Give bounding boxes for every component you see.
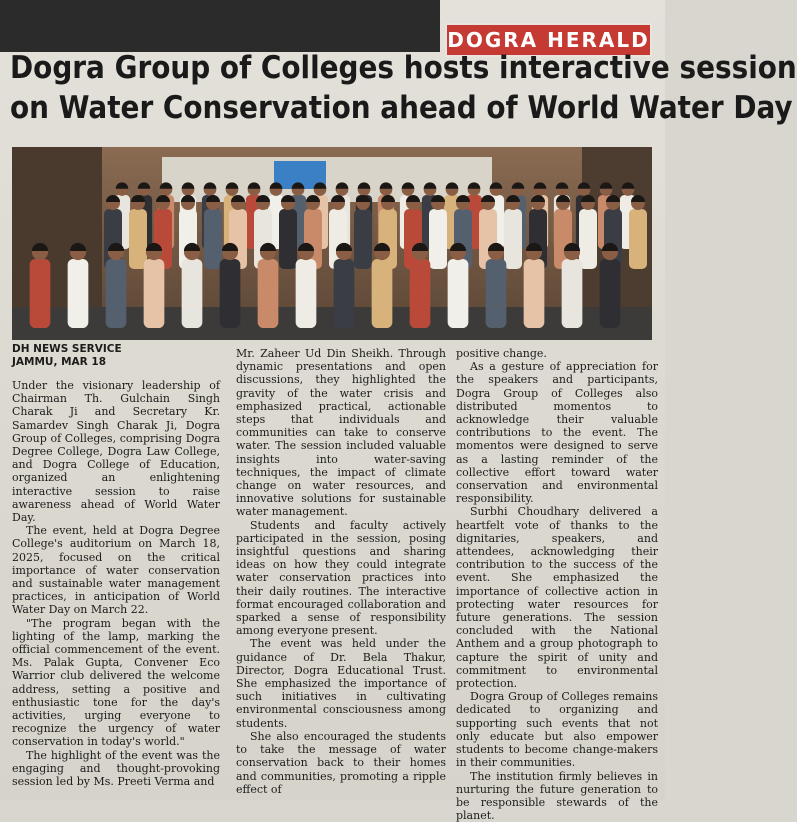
person-body	[296, 259, 317, 328]
news-service: DH NEWS SERVICE	[12, 343, 122, 356]
person-body	[106, 259, 127, 328]
byline	[12, 343, 122, 369]
person-body	[429, 209, 447, 269]
headline-line-1: Dogra Group of Colleges hosts interactive session	[10, 48, 658, 88]
headline-line-2: on Water Conservation ahead of World Water Day	[10, 88, 658, 128]
paragraph: Under the visionary leadership of Chairman Th. Gulchain Singh Charak Ji and Secretary Kr. Samardev Singh Charak Ji, Dogra Group of Colleges, comprising Dogra Degree College, Dogra Law College, and Dogra College of Education, organized an enlightening interactive session to raise awareness ahead of World Water Day.	[12, 379, 220, 524]
person-body	[354, 209, 372, 269]
person-body	[629, 209, 647, 269]
paragraph: Dogra Group of Colleges remains dedicated to organizing and supporting such events that not only educate but also empower students to become change-makers in their communities.	[456, 690, 658, 769]
paragraph: The event was held under the guidance of Dr. Bela Thakur, Director, Dogra Educational Trust. She emphasized the importance of such initiatives in cultivating environmental consciousness among students.	[236, 637, 446, 729]
person-body	[258, 259, 279, 328]
person-body	[579, 209, 597, 269]
paragraph: The highlight of the event was the engaging and thought-provoking session led by Ms. Preeti Verma and	[12, 749, 220, 789]
person-body	[334, 259, 355, 328]
paragraph: The event, held at Dogra Degree College's auditorium on March 18, 2025, focused on the critical importance of water conservation and sustainable water management practices, in anticipation of World Water Day on March 22.	[12, 524, 220, 616]
paragraph: Students and faculty actively participated in the session, posing insightful questions and sharing ideas on how they could integrate water conservation practices into their daily routines. The interactive format encouraged collaboration and sparked a sense of responsibility among everyone present.	[236, 519, 446, 638]
paragraph: As a gesture of appreciation for the speakers and participants, Dogra Group of Colleges also distributed momentos to acknowledge their valuable contributions to the event. The momentos were designed to serve as a lasting reminder of the collective effort toward water conservation and environmental responsibility.	[456, 360, 658, 505]
person-body	[448, 259, 469, 328]
paragraph: Surbhi Choudhary delivered a heartfelt vote of thanks to the dignitaries, speakers, and attendees, acknowledging their contribution to the success of the event. She emphasized the importance of collective action in protecting water resources for future generations. The session concluded with the National Anthem and a group photograph to capture the spirit of unity and commitment to environmental protection.	[456, 505, 658, 690]
article-column-1	[12, 379, 220, 788]
paragraph: Mr. Zaheer Ud Din Sheikh. Through dynamic presentations and open discussions, they highlighted the gravity of the water crisis and emphasized practical, actionable steps that individuals and communities can take to conserve water. The session included valuable insights into water-saving techniques, the impact of climate change on water resources, and innovative solutions for sustainable water management.	[236, 347, 446, 519]
paragraph: "The program began with the lighting of the lamp, marking the official commencement of the event. Ms. Palak Gupta, Convener Eco Warrior club delivered the welcome address, setting a positive and enthusiastic tone for the day's activities, urging everyone to recognize the urgency of water conservation in today's world."	[12, 617, 220, 749]
person-body	[182, 259, 203, 328]
person-body	[144, 259, 165, 328]
person-body	[562, 259, 583, 328]
paragraph: She also encouraged the students to take the message of water conservation back to their homes and communities, promoting a ripple effect of	[236, 730, 446, 796]
person-body	[220, 259, 241, 328]
group-photo	[12, 147, 652, 340]
headline	[10, 48, 658, 128]
person-body	[68, 259, 89, 328]
person-body	[410, 259, 431, 328]
person-body	[524, 259, 545, 328]
person-body	[129, 209, 147, 269]
paragraph: The institution firmly believes in nurturing the future generation to be responsible stewards of the planet.	[456, 770, 658, 822]
person-body	[372, 259, 393, 328]
article-column-3	[456, 347, 658, 822]
top-dark-band	[0, 0, 440, 52]
article-column-2	[236, 347, 446, 796]
group-photo-illustration	[12, 147, 652, 340]
person-body	[600, 259, 621, 328]
dateline: JAMMU, MAR 18	[12, 356, 122, 369]
person-body	[204, 209, 222, 269]
person-body	[504, 209, 522, 269]
person-body	[30, 259, 51, 328]
person-body	[486, 259, 507, 328]
person-body	[279, 209, 297, 269]
paragraph: positive change.	[456, 347, 658, 360]
masthead-text: DOGRA HERALD	[447, 28, 650, 52]
